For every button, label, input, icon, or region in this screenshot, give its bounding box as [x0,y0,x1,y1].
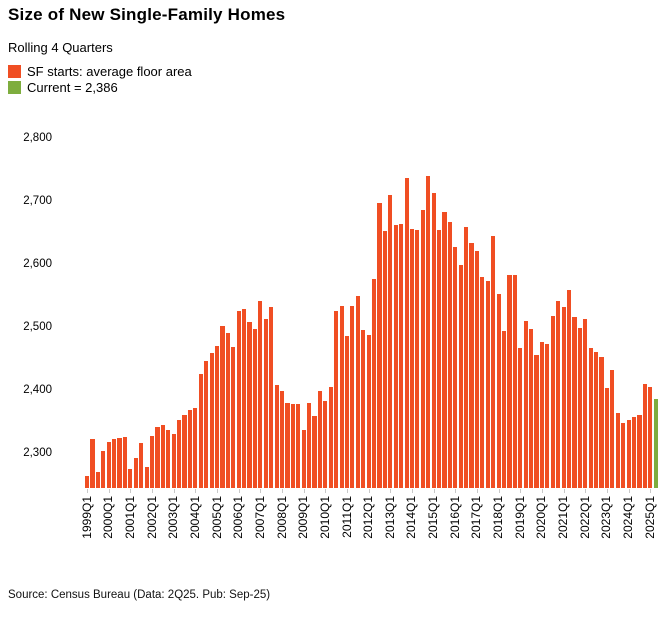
legend-current-label: Current = 2,386 [27,79,118,95]
x-tick-label: 2004Q1 [187,496,202,539]
bar [280,391,284,488]
bar [475,251,479,488]
y-tick-label: 2,300 [23,447,52,459]
bar [426,176,430,488]
bar [377,203,381,488]
bar [150,436,154,488]
bar [599,357,603,488]
x-tick-mark [434,489,435,493]
bar [128,469,132,488]
y-tick-label: 2,400 [23,384,52,396]
x-tick-mark [629,489,630,493]
y-tick-label: 2,500 [23,321,52,333]
x-tick-label: 2006Q1 [231,496,246,539]
bar [117,438,121,488]
x-tick-mark [260,489,261,493]
bar [307,403,311,488]
bar [637,415,641,488]
legend-item-current [8,79,192,95]
x-tick-mark [564,489,565,493]
bar [215,346,219,488]
x-tick-mark [499,489,500,493]
bar [648,387,652,488]
bar [177,420,181,488]
bar [643,384,647,488]
bar [302,430,306,488]
bar [318,391,322,488]
bar [329,387,333,488]
bar [442,212,446,488]
bar [405,178,409,488]
bar [101,451,105,488]
bar [361,330,365,488]
bar [285,403,289,488]
bar [502,331,506,488]
x-tick-label: 2007Q1 [252,496,267,539]
x-tick-label: 1999Q1 [79,496,94,539]
x-tick-mark [195,489,196,493]
x-tick-label: 2000Q1 [101,496,116,539]
bar [583,319,587,488]
bar [275,385,279,488]
bar [145,467,149,488]
legend-series-label: SF starts: average floor area [27,63,192,79]
current-color-swatch [8,81,21,94]
page-title: Size of New Single-Family Homes [8,5,286,24]
bar [242,309,246,488]
x-tick-mark [130,489,131,493]
x-tick-mark [239,489,240,493]
x-tick-label: 2010Q1 [317,496,332,539]
bar [269,307,273,488]
bar [85,476,89,488]
bar [524,321,528,488]
bar [572,317,576,488]
bar [123,437,127,488]
y-tick-label: 2,600 [23,258,52,270]
x-tick-label: 2002Q1 [144,496,159,539]
x-tick-label: 2003Q1 [166,496,181,539]
x-tick-mark [650,489,651,493]
x-tick-label: 2023Q1 [599,496,614,539]
x-tick-mark [109,489,110,493]
bar-current-quarter [654,399,658,488]
bar [616,413,620,488]
bar [415,230,419,488]
bar [134,458,138,488]
bar [540,342,544,488]
bar [610,370,614,488]
x-tick-label: 2019Q1 [512,496,527,539]
source-note: Source: Census Bureau (Data: 2Q25. Pub: Sep-25) [8,589,271,601]
bar [107,442,111,488]
bar [199,374,203,488]
x-tick-mark [585,489,586,493]
x-tick-mark [455,489,456,493]
bar [437,230,441,488]
bar [112,439,116,488]
bar [340,306,344,488]
x-tick-mark [369,489,370,493]
bar [589,348,593,488]
x-tick-mark [304,489,305,493]
bar [166,430,170,488]
bar [96,472,100,488]
bar [296,404,300,488]
bar [258,301,262,488]
x-tick-mark [152,489,153,493]
bar [459,265,463,488]
y-tick-label: 2,700 [23,195,52,207]
x-tick-mark [217,489,218,493]
bar [312,416,316,488]
x-tick-label: 2016Q1 [447,496,462,539]
x-tick-label: 2001Q1 [122,496,137,539]
x-tick-label: 2011Q1 [339,496,354,538]
bar [334,311,338,488]
bar [210,353,214,488]
chart-legend [8,63,192,95]
bar [551,316,555,488]
bar [323,401,327,488]
bar [545,344,549,488]
bar [518,348,522,488]
x-tick-label: 2009Q1 [296,496,311,539]
x-tick-mark [174,489,175,493]
bar [556,301,560,488]
x-tick-label: 2008Q1 [274,496,289,539]
bar [253,329,257,488]
bar [507,275,511,488]
bar [632,417,636,488]
x-tick-mark [347,489,348,493]
series-color-swatch [8,65,21,78]
x-tick-mark [542,489,543,493]
bar [345,336,349,488]
x-tick-mark [607,489,608,493]
bar [497,294,501,488]
bar [237,311,241,488]
bar [193,408,197,488]
bar [464,227,468,488]
bar [182,415,186,488]
bar [372,279,376,488]
x-tick-label: 2024Q1 [621,496,636,539]
x-tick-mark [520,489,521,493]
bar [480,277,484,488]
bar [188,410,192,488]
bar [383,231,387,488]
bar [621,423,625,488]
chart-subtitle: Rolling 4 Quarters [8,40,113,55]
bar [534,355,538,488]
bar [453,247,457,488]
x-tick-label: 2013Q1 [382,496,397,539]
bar [627,420,631,488]
bar [432,193,436,488]
bar [562,307,566,488]
x-tick-label: 2022Q1 [577,496,592,539]
bar [394,225,398,488]
bar [491,236,495,488]
bar [231,347,235,488]
y-tick-label: 2,800 [23,132,52,144]
bar [356,296,360,489]
bar [486,281,490,488]
bar [155,427,159,488]
bar [350,306,354,488]
bar [247,322,251,488]
legend-item-series [8,63,192,79]
bar [567,290,571,488]
x-tick-label: 2005Q1 [209,496,224,539]
bar [220,326,224,488]
bar [388,195,392,488]
x-tick-label: 2017Q1 [469,496,484,539]
bar [421,210,425,488]
bar [578,328,582,488]
bar [605,388,609,488]
bar [264,319,268,488]
bar [529,329,533,488]
bar [204,361,208,488]
bar [594,352,598,488]
bar [161,425,165,488]
x-tick-label: 2020Q1 [534,496,549,539]
bar [410,229,414,488]
x-tick-label: 2021Q1 [556,496,571,539]
bar [172,434,176,488]
bar [513,275,517,488]
bar [469,243,473,488]
x-tick-mark [390,489,391,493]
bar [367,335,371,488]
bar [90,439,94,488]
x-tick-mark [477,489,478,493]
bar [226,333,230,488]
bar [139,443,143,488]
x-tick-mark [325,489,326,493]
x-tick-mark [412,489,413,493]
x-tick-label: 2014Q1 [404,496,419,539]
x-tick-label: 2018Q1 [491,496,506,539]
x-tick-mark [282,489,283,493]
x-tick-mark [87,489,88,493]
x-tick-label: 2012Q1 [361,496,376,539]
bar [291,404,295,488]
bar [399,224,403,488]
bar [448,222,452,488]
x-tick-label: 2015Q1 [426,496,441,539]
x-tick-label: 2025Q1 [642,496,657,539]
